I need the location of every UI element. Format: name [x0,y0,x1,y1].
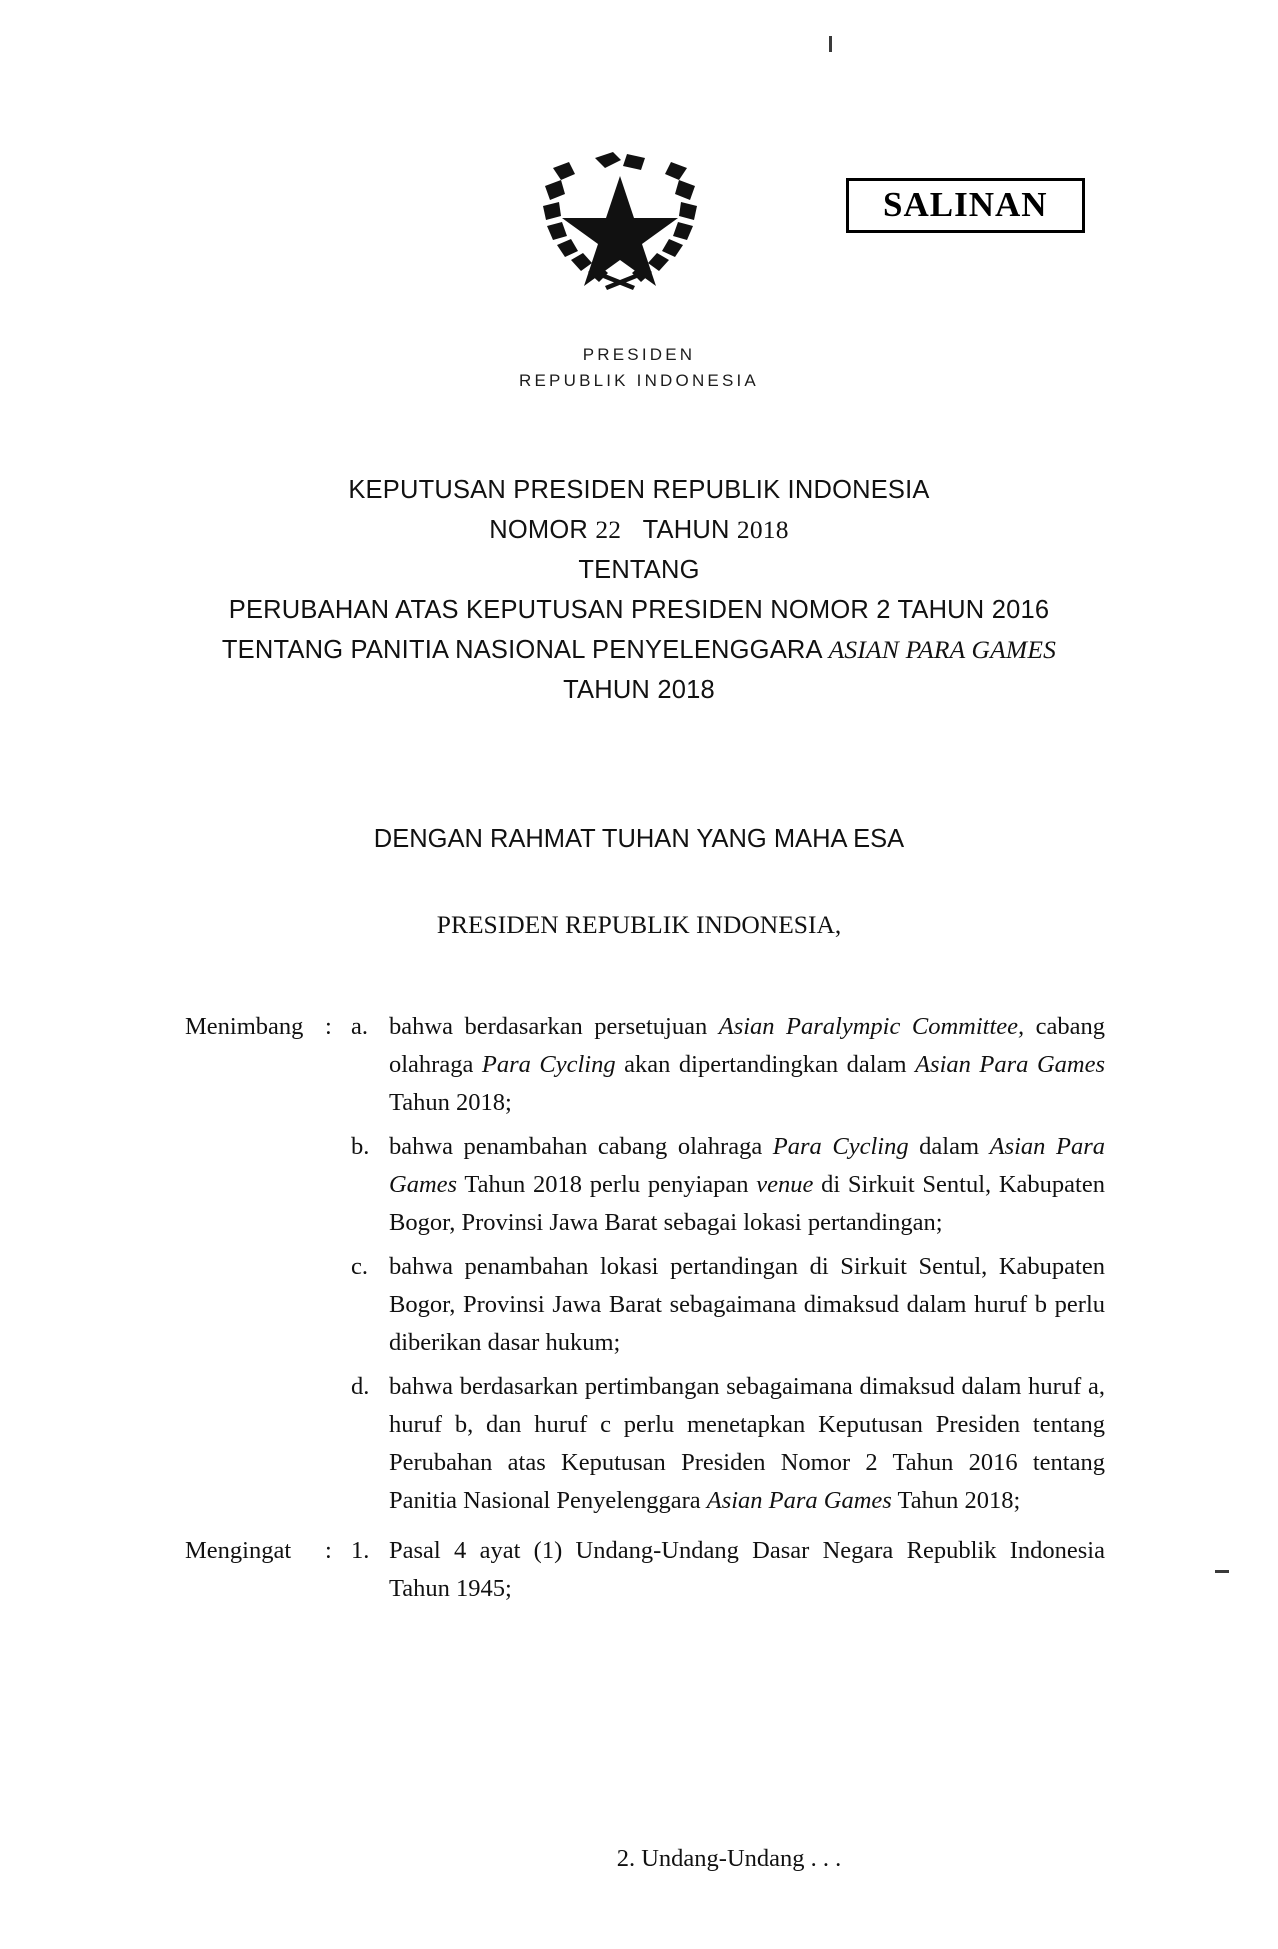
clause-row [185,1248,1105,1362]
title-line-nomor [0,510,1278,550]
clause-label: Menimbang [185,1013,304,1040]
clause-text-plain: bahwa berdasarkan pertimbangan sebagaimana dimaksud dalam huruf a, huruf b, dan huruf c perlu menetapkan Keputusan Presiden tentang Perubahan atas Keputusan Presiden Nomor 2 Tahun 2016 tentang Panitia Nasional Penyelenggara [389,1373,1105,1514]
clause-text-plain: Tahun 2018; [389,1089,512,1116]
clause-text-plain: Tahun 2018; [891,1487,1021,1514]
clause-row [185,1532,1105,1608]
clause-text-plain: bahwa penambahan cabang olahraga [389,1133,773,1160]
clause-label: Mengingat [185,1537,292,1564]
title-line-1: KEPUTUSAN PRESIDEN REPUBLIK INDONESIA [348,476,930,504]
signatory-heading: PRESIDEN REPUBLIK INDONESIA, [436,910,842,939]
clause-text-plain: di Sirkuit Sentul, Kabupaten Bogor, Provinsi Jawa Barat sebagai lokasi pertandingan; [389,1171,1105,1236]
salinan-stamp-label: SALINAN [883,185,1048,224]
institution-line-2: REPUBLIK INDONESIA [519,371,759,390]
blessing-line: DENGAN RAHMAT TUHAN YANG MAHA ESA [373,825,905,853]
considerations-block [185,1008,1105,1614]
title-line-tentang: TENTANG [578,556,700,584]
page-footer-continuation: 2. Undang-Undang . . . [616,1845,842,1872]
clause-text [389,1532,1105,1608]
clause-marker: a. [351,1013,368,1040]
title-line-6: TAHUN 2018 [563,676,715,704]
document-title-block [0,470,1278,710]
clause-marker: b. [351,1133,370,1160]
institution-line-1: PRESIDEN [582,345,696,364]
clause-text [389,1248,1105,1362]
document-header [0,150,1278,390]
clause-text-italic: Para Cycling [772,1133,909,1160]
clause-colon: : [325,1537,332,1564]
clause-text [389,1128,1105,1242]
title-line-5-text: TENTANG PANITIA NASIONAL PENYELENGGARA [221,636,829,664]
clause-text-plain: bahwa penambahan lokasi pertandingan di Sirkuit Sentul, Kabupaten Bogor, Provinsi Jawa Barat sebagaimana dimaksud dalam huruf b perlu diberikan dasar hukum; [389,1253,1105,1356]
clause-text-plain: cabang olahraga [389,1013,1105,1078]
clause-marker: c. [351,1253,368,1280]
nomor-value: 22 [595,515,622,544]
salinan-stamp [846,178,1085,233]
clause-text-italic: Asian Para Games [915,1051,1105,1078]
scan-mark-right [1215,1570,1229,1573]
title-line-4: PERUBAHAN ATAS KEPUTUSAN PRESIDEN NOMOR 2 TAHUN 2016 [228,596,1050,624]
garuda-star-emblem-icon [535,150,705,290]
clause-text-italic: venue [756,1171,814,1198]
tahun-value: 2018 [736,515,789,544]
clause-text-italic: Asian Para Games [706,1487,892,1514]
tahun-prefix: TAHUN [642,516,730,544]
clause-text [389,1368,1105,1520]
clause-text-plain: dalam [908,1133,990,1160]
clause-marker: 1. [351,1537,370,1564]
title-line-5 [0,630,1278,670]
clause-text-italic: Asian Paralympic Committee, [718,1013,1025,1040]
clause-row [185,1008,1105,1122]
clause-text-plain: Tahun 2018 perlu penyiapan [457,1171,757,1198]
clause-row [185,1128,1105,1242]
scan-mark-top [829,36,832,52]
clause-text-plain: bahwa berdasarkan persetujuan [389,1013,719,1040]
clause-row [185,1368,1105,1520]
clause-text-plain: Pasal 4 ayat (1) Undang-Undang Dasar Negara Republik Indonesia Tahun 1945; [389,1537,1105,1602]
clause-colon: : [325,1013,332,1040]
title-line-5-italic: ASIAN PARA GAMES [828,635,1057,664]
clause-marker: d. [351,1373,370,1400]
clause-text-plain: akan dipertandingkan dalam [615,1051,916,1078]
clause-text-italic: Para Cycling [481,1051,616,1078]
nomor-prefix: NOMOR [489,516,589,544]
clause-text [389,1008,1105,1122]
clause-text-italic: Asian Para Games [389,1133,1105,1198]
